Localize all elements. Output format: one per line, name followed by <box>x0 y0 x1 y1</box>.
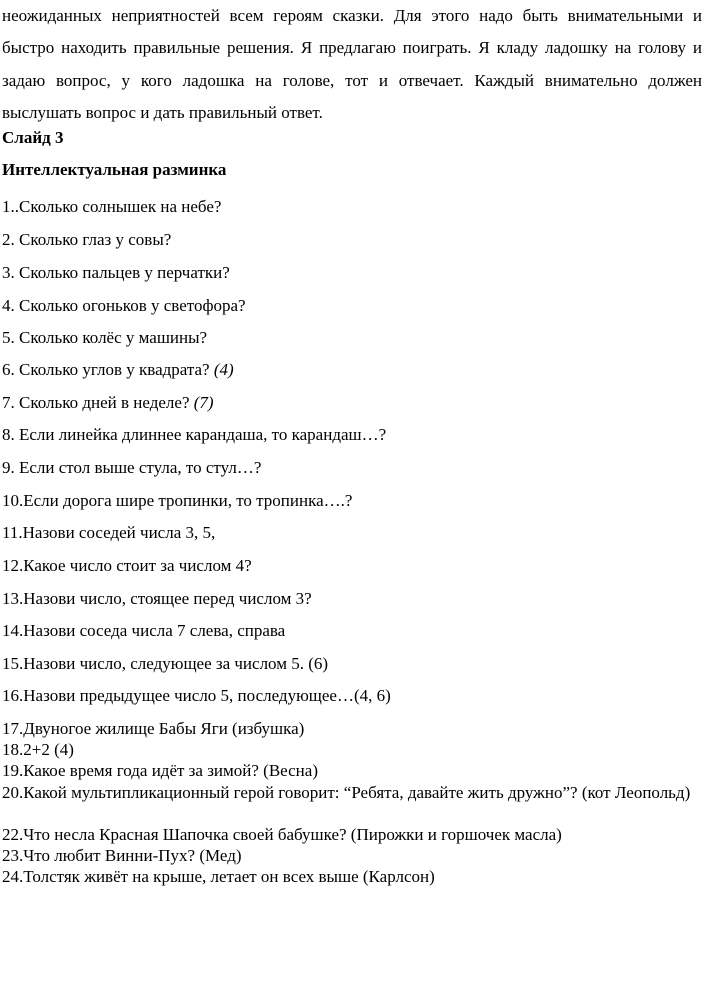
section-title: Интеллектуальная разминка <box>2 160 227 179</box>
riddle-item: 23.Что любит Винни-Пух? (Мед) <box>2 846 242 865</box>
question-item: 10.Если дорога шире тропинки, то тропинка….? <box>2 491 353 510</box>
question-item: 5. Сколько колёс у машины? <box>2 328 208 347</box>
question-item: 4. Сколько огоньков у светофора? <box>2 296 246 315</box>
question-item: 11.Назови соседей числа 3, 5, <box>2 523 216 542</box>
intro-paragraph: неожиданных неприятностей всем героям сказки. Для этого надо быть внимательными и быстро находить правильные решения. Я предлагаю поиграть. Я кладу ладошку на голову и задаю вопрос, у кого ладошка на голове, тот и отвечает. Каждый внимательно должен выслушать вопрос и дать правильный ответ. <box>2 6 702 123</box>
question-item: 6. Сколько углов у квадрата? (4) <box>2 360 234 379</box>
question-item: 7. Сколько дней в неделе? (7) <box>2 393 214 412</box>
question-item: 16.Назови предыдущее число 5, последующее…(4, 6) <box>2 686 391 705</box>
question-item: 1..Сколько солнышек на небе? <box>2 197 222 216</box>
question-item: 3. Сколько пальцев у перчатки? <box>2 263 230 282</box>
riddle-item: 20.Какой мультипликационный герой говорит: “Ребята, давайте жить дружно”? (кот Леопольд) <box>2 783 691 802</box>
question-answer: (4) <box>213 360 234 379</box>
riddle-item: 17.Двуногое жилище Бабы Яги (избушка) <box>2 719 305 738</box>
riddle-item: 24.Толстяк живёт на крыше, летает он всех выше (Карлсон) <box>2 867 435 886</box>
question-item: 14.Назови соседа числа 7 слева, справа <box>2 621 286 640</box>
question-item: 13.Назови число, стоящее перед числом 3? <box>2 589 312 608</box>
question-item: 8. Если линейка длиннее карандаша, то карандаш…? <box>2 425 387 444</box>
riddle-item: 19.Какое время года идёт за зимой? (Весна) <box>2 761 318 780</box>
question-item: 12.Какое число стоит за числом 4? <box>2 556 252 575</box>
slide-title: Слайд 3 <box>2 128 64 147</box>
riddle-item: 22.Что несла Красная Шапочка своей бабушке? (Пирожки и горшочек масла) <box>2 825 562 844</box>
question-item: 9. Если стол выше стула, то стул…? <box>2 458 262 477</box>
question-answer: (7) <box>193 393 214 412</box>
question-item: 15.Назови число, следующее за числом 5. (6) <box>2 654 329 673</box>
riddle-item: 18.2+2 (4) <box>2 740 74 759</box>
question-item: 2. Сколько глаз у совы? <box>2 230 172 249</box>
